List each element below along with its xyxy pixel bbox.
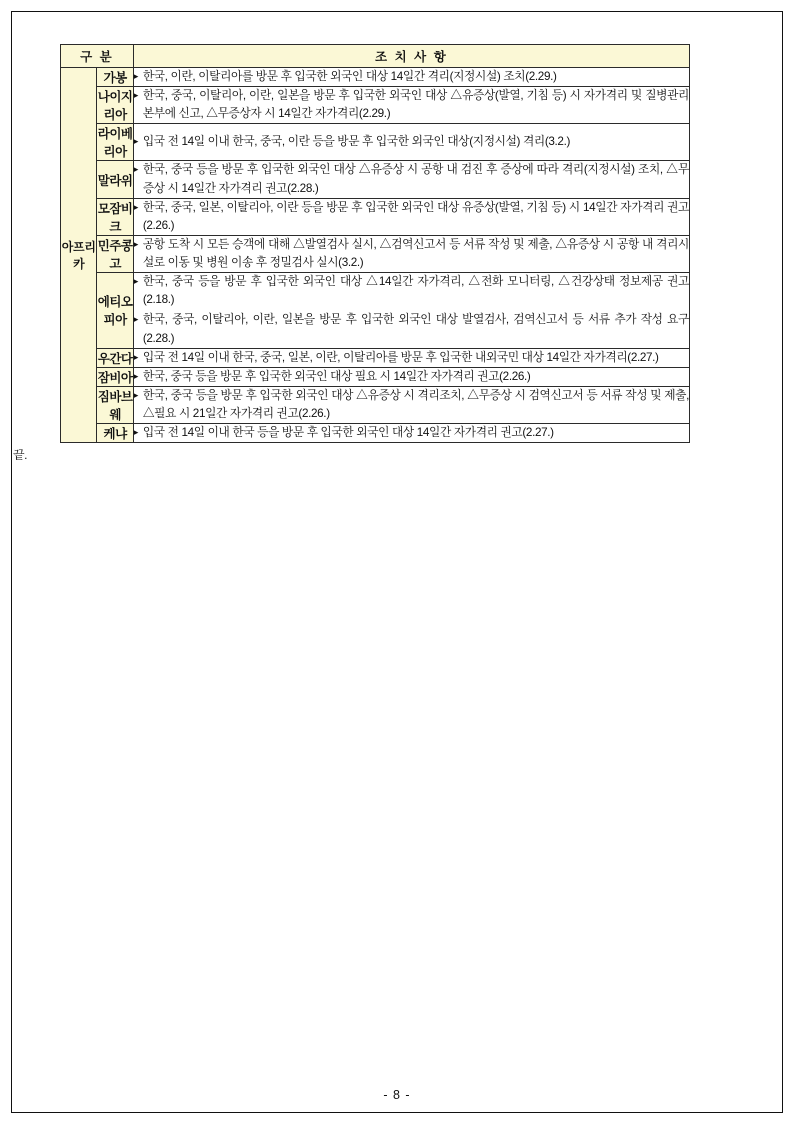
measure-line bbox=[134, 236, 689, 272]
measure-text: 한국, 중국 등을 방문 후 입국한 외국인 대상 △유증상 시 공항 내 검진 후 증상에 따라 격리(지정시설) 조치, △무증상 시 14일간 자가격리 권고(2.28.) bbox=[142, 163, 689, 195]
bullet-icon: ▸ bbox=[133, 90, 139, 101]
country-cell: 에티오피아 bbox=[97, 273, 133, 349]
document-end-mark: 끝. bbox=[13, 448, 27, 463]
bullet-icon: ▸ bbox=[133, 370, 139, 381]
measure-text: 한국, 중국, 이탈리아, 이란, 일본을 방문 후 입국한 외국인 대상 발열검사, 검역신고서 등 서류 추가 작성 요구(2.28.) bbox=[142, 313, 689, 345]
column-header-region: 구 분 bbox=[61, 45, 134, 68]
bullet-icon: ▸ bbox=[133, 164, 139, 175]
country-cell: 짐바브웨 bbox=[97, 386, 133, 423]
measure-line bbox=[134, 349, 689, 367]
country-cell: 가봉 bbox=[97, 68, 133, 87]
bullet-icon: ▸ bbox=[133, 389, 139, 400]
bullet-icon: ▸ bbox=[133, 238, 139, 249]
measure-text: 한국, 중국, 이탈리아, 이란, 일본을 방문 후 입국한 외국인 대상 △유증상(발열, 기침 등) 시 자가격리 및 질병관리본부에 신고, △무증상자 시 14일간 자가격리(2.29.) bbox=[142, 89, 689, 121]
page-content bbox=[13, 44, 690, 463]
action-cell bbox=[133, 235, 689, 272]
table-header bbox=[61, 45, 690, 68]
measure-line bbox=[134, 87, 689, 123]
table-row bbox=[61, 367, 690, 386]
table-body bbox=[61, 68, 690, 443]
measure-text: 공항 도착 시 모든 승객에 대해 △발열검사 실시, △검역신고서 등 서류 작성 및 제출, △유증상 시 공항 내 격리시설로 이동 및 병원 이송 후 정밀검사 실시(3.2.) bbox=[142, 237, 689, 269]
table-row bbox=[61, 124, 690, 161]
action-cell bbox=[133, 87, 689, 124]
table-row bbox=[61, 198, 690, 235]
action-cell bbox=[133, 386, 689, 423]
country-cell: 나이지리아 bbox=[97, 87, 133, 124]
measures-table bbox=[60, 44, 690, 443]
table-row bbox=[61, 161, 690, 198]
table-row bbox=[61, 68, 690, 87]
action-cell bbox=[133, 198, 689, 235]
table-row bbox=[61, 348, 690, 367]
measure-text: 입국 전 14일 이내 한국, 중국, 일본, 이란, 이탈리아를 방문 후 입국한 내외국민 대상 14일간 자가격리(2.27.) bbox=[142, 350, 659, 364]
country-cell: 잠비아 bbox=[97, 367, 133, 386]
bullet-icon: ▸ bbox=[133, 201, 139, 212]
measure-line bbox=[134, 68, 689, 86]
measure-line bbox=[134, 199, 689, 235]
action-cell bbox=[133, 424, 689, 443]
bullet-icon: ▸ bbox=[133, 276, 139, 287]
region-cell-africa: 아프리카 bbox=[61, 68, 97, 443]
measure-text: 한국, 중국 등을 방문 후 입국한 외국인 대상 △14일간 자가격리, △전화 모니터링, △건강상태 정보제공 권고(2.18.) bbox=[142, 275, 689, 307]
table-header-row bbox=[61, 45, 690, 68]
table-row bbox=[61, 386, 690, 423]
action-cell bbox=[133, 367, 689, 386]
measure-text: 한국, 중국 등을 방문 후 입국한 외국인 대상 필요 시 14일간 자가격리 권고(2.26.) bbox=[142, 369, 531, 383]
table-row bbox=[61, 424, 690, 443]
bullet-icon: ▸ bbox=[133, 427, 139, 438]
bullet-icon: ▸ bbox=[133, 71, 139, 81]
measure-text: 한국, 이란, 이탈리아를 방문 후 입국한 외국인 대상 14일간 격리(지정시설) 조치(2.29.) bbox=[142, 70, 557, 83]
bullet-icon: ▸ bbox=[133, 136, 139, 147]
country-cell: 우간다 bbox=[97, 348, 133, 367]
action-cell bbox=[133, 68, 689, 87]
table-row bbox=[61, 273, 690, 349]
table-row bbox=[61, 87, 690, 124]
measure-text: 한국, 중국, 일본, 이탈리아, 이란 등을 방문 후 입국한 외국인 대상 유증상(발열, 기침 등) 시 14일간 자가격리 권고(2.26.) bbox=[142, 200, 689, 232]
measure-text: 입국 전 14일 이내 한국, 중국, 이란 등을 방문 후 입국한 외국인 대상(지정시설) 격리(3.2.) bbox=[142, 135, 571, 149]
country-cell: 민주콩고 bbox=[97, 235, 133, 272]
page-number: - 8 - bbox=[383, 1088, 411, 1102]
measure-line bbox=[134, 273, 689, 309]
measure-text: 한국, 중국 등을 방문 후 입국한 외국인 대상 △유증상 시 격리조치, △무증상 시 검역신고서 등 서류 작성 및 제출, △필요 시 21일간 자가격리 권고(2.26.) bbox=[142, 388, 689, 420]
measure-line bbox=[134, 387, 689, 423]
measure-text: 입국 전 14일 이내 한국 등을 방문 후 입국한 외국인 대상 14일간 자가격리 권고(2.27.) bbox=[142, 426, 554, 440]
column-header-action: 조 치 사 항 bbox=[133, 45, 689, 68]
country-cell: 말라위 bbox=[97, 161, 133, 198]
bullet-icon: ▸ bbox=[133, 351, 139, 362]
country-cell: 모잠비크 bbox=[97, 198, 133, 235]
country-cell: 케냐 bbox=[97, 424, 133, 443]
action-cell bbox=[133, 348, 689, 367]
measure-line bbox=[134, 133, 689, 151]
measure-line bbox=[134, 368, 689, 386]
bullet-icon: ▸ bbox=[133, 314, 139, 325]
action-cell bbox=[133, 124, 689, 161]
action-cell bbox=[133, 273, 689, 349]
action-cell bbox=[133, 161, 689, 198]
table-row bbox=[61, 235, 690, 272]
measure-line bbox=[134, 161, 689, 197]
measure-line bbox=[134, 424, 689, 442]
country-cell: 라이베리아 bbox=[97, 124, 133, 161]
measure-line bbox=[134, 311, 689, 347]
